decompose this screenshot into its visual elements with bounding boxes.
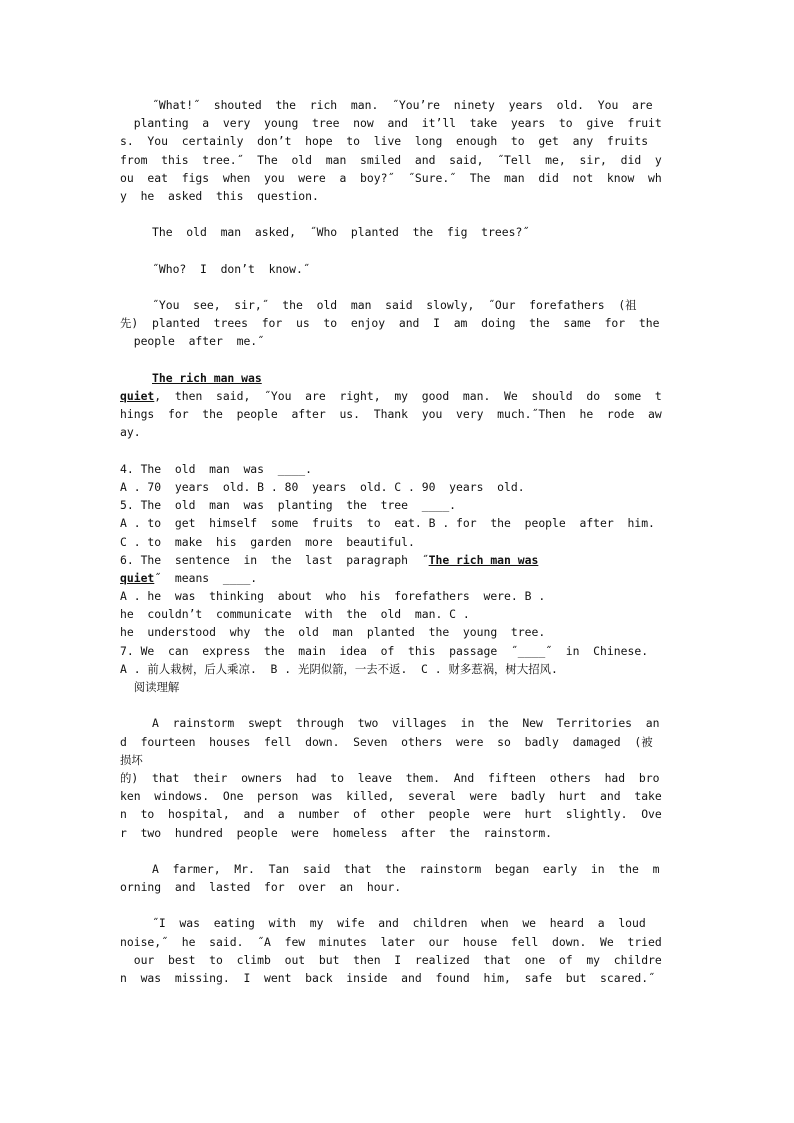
- text-line: d fourteen houses fell down. Seven others were so badly damaged (被: [120, 734, 653, 749]
- text-line: The old man asked, ˝Who planted the fig trees?˝: [152, 225, 530, 240]
- text-span: , then said, ˝You are right, my good man. We should do some t: [154, 389, 662, 403]
- question-6: [120, 551, 676, 569]
- text-line: ken windows. One person was killed, several were badly hurt and take: [120, 789, 662, 804]
- text-line: [120, 369, 676, 387]
- text-line: ˝I was eating with my wife and children when we heard a loud: [152, 916, 646, 931]
- text-line: planting a very young tree now and it’ll take years to give fruit: [120, 116, 662, 131]
- text-line: 损坏: [120, 752, 143, 767]
- section-title: 阅读理解: [120, 680, 180, 694]
- text-line: s. You certainly don’t hope to live long enough to get any fruits: [120, 134, 649, 149]
- text-line: n to hospital, and a number of other people were hurt slightly. Ove: [120, 807, 662, 822]
- passage-2: [120, 714, 676, 987]
- question-7: 7. We can express the main idea of this passage ˝____˝ in Chinese.: [120, 643, 649, 658]
- question-4-options: A . 70 years old. B . 80 years old. C . 90 years old.: [120, 479, 525, 494]
- document-page: [120, 96, 676, 987]
- text-span: 6. The sentence in the last paragraph ˝: [120, 552, 429, 567]
- text-line: noise,˝ he said. ˝A few minutes later our house fell down. We tried: [120, 934, 662, 949]
- text-span: ˝ means ____.: [154, 570, 258, 585]
- text-line: orning and lasted for over an hour.: [120, 880, 402, 895]
- bold-underlined-text: quiet: [120, 389, 155, 403]
- text-line: 先) planted trees for us to enjoy and I am doing the same for the: [120, 316, 660, 331]
- text-line: ˝What!˝ shouted the rich man. ˝You’re ninety years old. You are: [152, 98, 653, 112]
- questions: [120, 460, 676, 678]
- question-4: 4. The old man was ____.: [120, 461, 313, 476]
- text-line: ˝You see, sir,˝ the old man said slowly, ˝Our forefathers (祖: [152, 298, 637, 313]
- text-line: hings for the people after us. Thank you very much.˝Then he rode aw: [120, 407, 662, 422]
- text-line: n was missing. I went back inside and found him, safe but scared.˝: [120, 971, 655, 985]
- bold-underlined-text: The rich man was: [428, 552, 539, 567]
- bold-underlined-text: The rich man was: [152, 370, 262, 385]
- question-5-option-ab: A . to get himself some fruits to eat. B . for the people after him.: [120, 516, 655, 531]
- text-line: people after me.˝: [120, 334, 265, 349]
- question-5: 5. The old man was planting the tree ____.: [120, 498, 457, 513]
- text-line: 的) that their owners had to leave them. And fifteen others had bro: [120, 770, 660, 785]
- question-7-options: A . 前人栽树，后人乘凉. B . 光阴似箭，一去不返. C . 财多惹祸，树大招风.: [120, 661, 558, 676]
- text-line: ˝Who? I don’t know.˝: [152, 261, 310, 276]
- text-line: ou eat figs when you were a boy?˝ ˝Sure.˝ The man did not know wh: [120, 170, 662, 185]
- text-line: from this tree.˝ The old man smiled and said, ˝Tell me, sir, did y: [120, 152, 662, 167]
- question-6-option-c: he understood why the old man planted the young tree.: [120, 625, 546, 640]
- text-line: A farmer, Mr. Tan said that the rainstorm began early in the m: [152, 861, 660, 876]
- question-6-option-a: A . he was thinking about who his forefathers were. B .: [120, 589, 546, 604]
- passage-1: [120, 96, 676, 460]
- question-6-option-b: he couldn’t communicate with the old man. C .: [120, 607, 470, 622]
- question-5-option-c: C . to make his garden more beautiful.: [120, 534, 415, 549]
- text-line: A rainstorm swept through two villages in the New Territories an: [152, 716, 660, 731]
- text-line: y he asked this question.: [120, 188, 319, 203]
- text-line: our best to climb out but then I realized that one of my childre: [120, 952, 662, 967]
- question-6-cont: [120, 569, 676, 587]
- bold-underlined-text: quiet: [120, 570, 155, 585]
- text-line: r two hundred people were homeless after the rainstorm.: [120, 825, 553, 840]
- text-line: ay.: [120, 425, 141, 440]
- text-line: [120, 387, 676, 405]
